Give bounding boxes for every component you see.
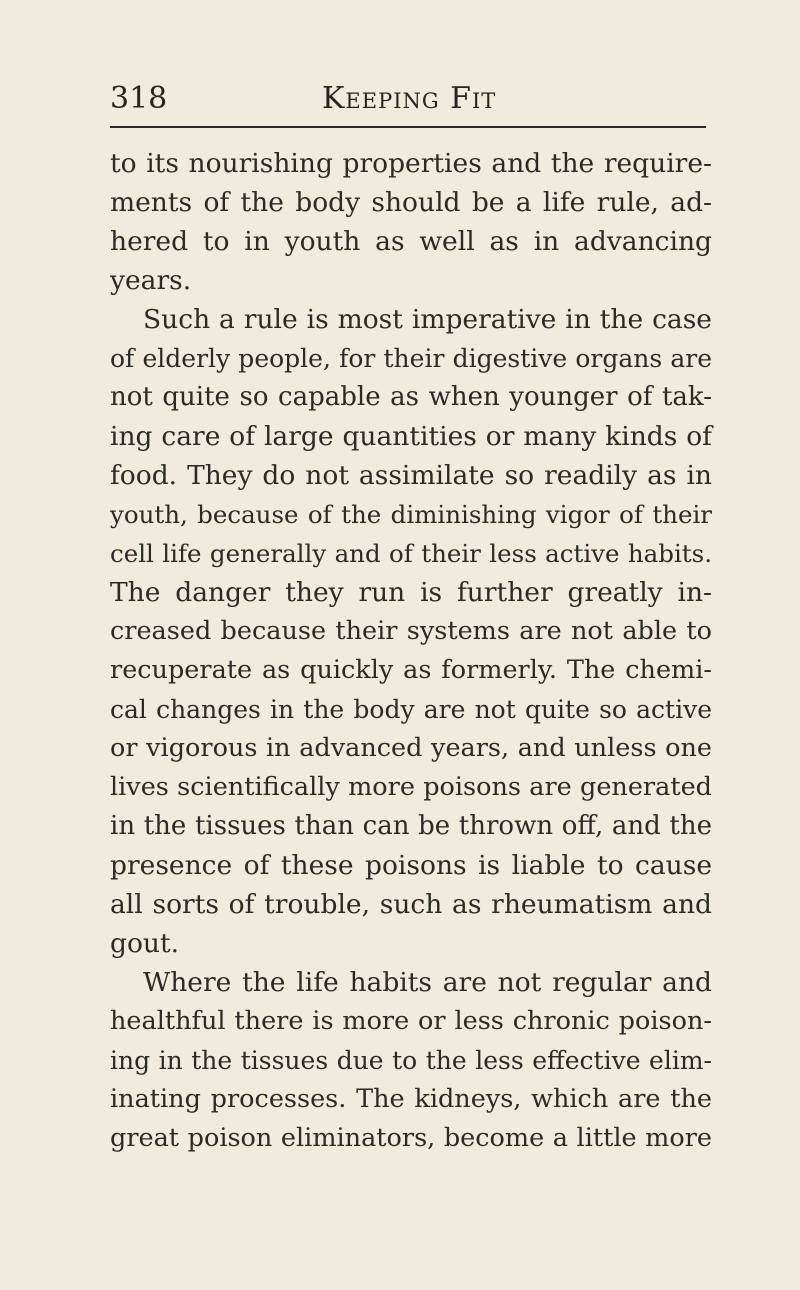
text-line: gout. [110, 928, 180, 959]
text-line: food. They do not assimilate so readily as in [110, 460, 712, 491]
text-line: great poison eliminators, become a little more [110, 1123, 712, 1153]
text-line: healthful there is more or less chronic poison- [110, 1006, 712, 1036]
text-line: not quite so capable as when younger of tak- [110, 382, 712, 412]
text-line: ing in the tissues due to the less effective elim- [110, 1046, 712, 1075]
text-line: youth, because of the diminishing vigor of their [110, 500, 712, 529]
text-line: hered to in youth as well as in advancing [110, 226, 712, 257]
text-line: ing care of large quantities or many kinds of [110, 421, 712, 452]
text-line: The danger they run is further greatly in- [110, 577, 712, 608]
body-text [110, 144, 712, 1158]
text-line: in the tissues than can be thrown off, and the [110, 811, 712, 841]
text-line: presence of these poisons is liable to cause [110, 850, 712, 881]
text-line: creased because their systems are not able to [110, 616, 712, 646]
page-header [110, 78, 706, 120]
text-line: years. [110, 265, 192, 296]
text-line: Where the life habits are not regular and [143, 967, 712, 998]
header-rule [110, 126, 706, 128]
text-line: cell life generally and of their less active habits. [110, 539, 712, 568]
text-line: of elderly people, for their digestive organs are [110, 344, 712, 373]
text-line: lives scientifically more poisons are generated [110, 772, 712, 802]
text-line: all sorts of trouble, such as rheumatism and [110, 889, 712, 920]
text-line: Such a rule is most imperative in the case [143, 304, 712, 335]
text-line: or vigorous in advanced years, and unless one [110, 733, 712, 763]
text-line: inating processes. The kidneys, which are the [110, 1084, 712, 1114]
running-title: Keeping Fit [322, 81, 497, 116]
text-line: to its nourishing properties and the require- [110, 148, 712, 179]
page-number: 318 [110, 81, 168, 116]
text-line: recuperate as quickly as formerly. The chemi- [110, 655, 712, 685]
text-line: ments of the body should be a life rule, ad- [110, 187, 712, 218]
text-line: cal changes in the body are not quite so active [110, 695, 712, 724]
